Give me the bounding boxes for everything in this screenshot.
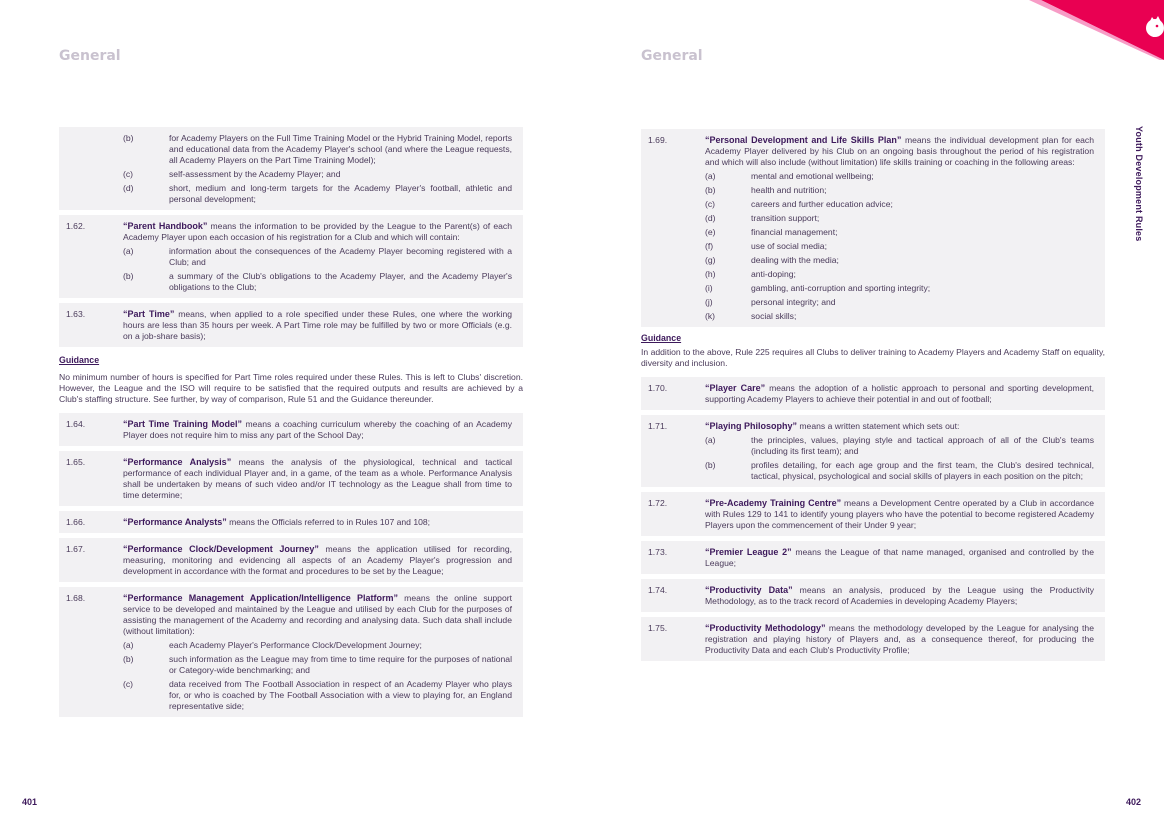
sub-letter: (b) [705,460,716,470]
sub-letter: (g) [705,255,716,265]
sub-text: short, medium and long-term targets for the Academy Player's football, athletic and personal development; [169,183,512,204]
sub-letter: (b) [705,185,716,195]
definition-1-73 [641,541,1105,574]
definition-number: 1.70. [648,383,668,393]
definition-text: means the information to be provided by the League to the Parent(s) of each Academy Player upon each occasion of his registration for a Club and which will contain: [123,221,512,242]
definition-1-66 [59,511,523,533]
sub-letter: (a) [705,171,716,181]
sub-text: transition support; [751,213,820,223]
definition-1-71 [641,415,1105,487]
definition-number: 1.63. [66,309,86,319]
sub-text: health and nutrition; [751,185,827,195]
right-column [641,129,1105,666]
sub-letter: (c) [123,169,134,179]
definition-text: means the Officials referred to in Rules 107 and 108; [226,517,431,527]
definition-number: 1.68. [66,593,86,603]
definition-term: “Performance Analysts” [123,517,227,527]
sub-letter: (a) [123,246,134,256]
definition-term: “Part Time Training Model” [123,419,243,429]
definition-term: “Personal Development and Life Skills Plan” [705,135,902,145]
definition-text: means an analysis, produced by the League using the Productivity Methodology, as to the track record of Academies in developing Academy Players; [705,585,1094,606]
sub-text: self-assessment by the Academy Player; and [169,169,341,179]
definition-text: means, when applied to a role specified under these Rules, one where the working hours are less than 35 hours per week. A Part Time role may be fulfilled by two or more Officials (e.g. on a job-share basis); [123,309,512,341]
definition-term: “Performance Management Application/Intelligence Platform” [123,593,399,603]
sub-item [705,269,1094,280]
sub-text: such information as the League may from time to time require for the purposes of national or Category-wide benchmarking; and [169,654,512,675]
definition-term: “Player Care” [705,383,766,393]
definition-term: “Performance Clock/Development Journey” [123,544,319,554]
definition-number: 1.64. [66,419,86,429]
sub-letter: (j) [705,297,713,307]
definition-1-67 [59,538,523,582]
definition-number: 1.72. [648,498,668,508]
sub-item [123,679,512,712]
definition-text: means the League of that name managed, organised and controlled by the League; [705,547,1094,568]
sub-letter: (b) [123,133,134,143]
sub-text: data received from The Football Association in respect of an Academy Player who plays for, or who is coached by The Football Association with a view to playing for, an England representative side; [169,679,512,711]
sub-item [705,185,1094,196]
sub-text: each Academy Player's Performance Clock/Development Journey; [169,640,422,650]
sub-text: dealing with the media; [751,255,839,265]
sub-letter: (e) [705,227,716,237]
side-section-title: Youth Development Rules [1134,126,1144,242]
sub-item [705,297,1094,308]
sub-text: the principles, values, playing style and tactical approach of all of the Club's teams (including its first team); and [751,435,1094,456]
sub-text: careers and further education advice; [751,199,893,209]
sub-item [123,654,512,676]
sub-text: social skills; [751,311,797,321]
sub-letter: (d) [705,213,716,223]
definition-term: “Parent Handbook” [123,221,208,231]
sub-item [123,133,512,166]
sub-item [705,255,1094,266]
definition-1-70 [641,377,1105,410]
definition-1-63 [59,303,523,347]
sub-text: gambling, anti-corruption and sporting integrity; [751,283,931,293]
sub-text: for Academy Players on the Full Time Training Model or the Hybrid Training Model, reports and educational data from the Academy Player's school (and where the League requests, all Academy Players on the Part Time Training Model); [169,133,512,165]
sub-text: personal integrity; and [751,297,836,307]
guidance-heading: Guidance [641,333,682,343]
right-page-header: General [641,48,703,64]
definition-1-64 [59,413,523,446]
sub-item [705,311,1094,322]
definition-number: 1.69. [648,135,668,145]
definition-term: “Part Time” [123,309,175,319]
sub-letter: (k) [705,311,716,321]
sub-item [705,171,1094,182]
sub-item [123,169,512,180]
definition-1-75 [641,617,1105,661]
sub-item [705,283,1094,294]
sub-item [123,640,512,651]
definition-text: means a Development Centre operated by a Club in accordance with Rules 129 to 141 to identify young players who have the potential to become registered Academy Players upon the commencement of their Under 9 year; [705,498,1094,530]
sub-text: information about the consequences of the Academy Player becoming registered with a Club; and [169,246,512,267]
definition-1-69 [641,129,1105,327]
left-page-number: 401 [22,797,38,807]
sub-text: mental and emotional wellbeing; [751,171,874,181]
definition-term: “Productivity Data” [705,585,793,595]
definition-term: “Productivity Methodology” [705,623,826,633]
sub-item [123,271,512,293]
definition-text: means the adoption of a holistic approach to personal and sporting development, supporting Academy Players to achieve their potential in and out of football; [705,383,1094,404]
sub-letter: (c) [705,199,716,209]
definition-term: “Pre-Academy Training Centre” [705,498,842,508]
definition-number: 1.62. [66,221,86,231]
sub-item [705,213,1094,224]
definition-1-62 [59,215,523,298]
definition-1-65 [59,451,523,506]
definition-number: 1.73. [648,547,668,557]
sub-item [123,246,512,268]
definition-number: 1.71. [648,421,668,431]
definition-number: 1.74. [648,585,668,595]
sub-text: a summary of the Club's obligations to the Academy Player, and the Academy Player's obligations to the Club; [169,271,512,292]
sub-letter: (c) [123,679,134,689]
guidance-text: In addition to the above, Rule 225 requires all Clubs to deliver training to Academy Players and Academy Staff on equality, diversity and inclusion. [641,347,1105,368]
left-column [59,127,523,722]
sub-item [705,227,1094,238]
definition-number: 1.66. [66,517,86,527]
definition-1-68 [59,587,523,717]
sub-text: anti-doping; [751,269,796,279]
definition-1-72 [641,492,1105,536]
definition-text: means the application utilised for recording, measuring, monitoring and evidencing all aspects of an Academy Player's progression and development in accordance with the format and procedures to be set by the League; [123,544,513,576]
sub-text: financial management; [751,227,838,237]
sub-letter: (i) [705,283,713,293]
corner-ribbon [1019,0,1164,60]
sub-letter: (h) [705,269,716,279]
definition-text: means the analysis of the physiological, technical and tactical performance of each individual Player and, in a game, of the team as a whole. Performance Analysis shall be undertaken by means of such video and/or IT technology as the League shall from time to time determine; [123,457,513,500]
definition-text: means a coaching curriculum whereby the coaching of an Academy Player does not require him to miss any part of the School Day; [123,419,512,440]
guidance-heading: Guidance [59,355,100,365]
definition-text: means the individual development plan for each Academy Player delivered by his Club on an ongoing basis throughout the period of his registration and which will also include (without limitation) life skills training or coaching in the following areas: [705,135,1094,167]
definition-term: “Premier League 2” [705,547,792,557]
sub-letter: (a) [123,640,134,650]
definition-1-74 [641,579,1105,612]
left-page-header: General [59,48,121,64]
guidance-text: No minimum number of hours is specified for Part Time roles required under these Rules. This is left to Clubs' discretion. However, the League and the ISO will require to be satisfied that the required outputs and results are achieved by a Club's staffing structure. See further, by way of comparison, Rule 51 and the Guidance thereunder. [59,372,523,404]
sub-letter: (f) [705,241,714,251]
sub-item [705,199,1094,210]
definition-number: 1.75. [648,623,668,633]
definition-number: 1.67. [66,544,86,554]
definition-term: “Playing Philosophy” [705,421,798,431]
definition-text: means the methodology developed by the League for analysing the registration and playing history of Players and, as a consequence thereof, for producing the Productivity Data and each Club's Productivity Profile; [705,623,1094,655]
sub-text: use of social media; [751,241,827,251]
right-page-number: 402 [1126,797,1142,807]
sub-letter: (a) [705,435,716,445]
definition-term: “Performance Analysis” [123,457,232,467]
sub-item [705,460,1094,482]
sub-item [123,183,512,205]
sub-item [705,241,1094,252]
sub-text: profiles detailing, for each age group and the first team, the Club's desired technical, tactical, physical, psychological and social skills of players in each position on the pitch; [751,460,1094,481]
sub-letter: (b) [123,271,134,281]
sub-letter: (b) [123,654,134,664]
definition-text: means the online support service to be developed and maintained by the League and utilised by each Club for the purposes of assisting the management of the Academy and recording and analysing data. Such data shall include (without limitation): [123,593,512,636]
definition-number: 1.65. [66,457,86,467]
sub-item [705,435,1094,457]
definition-text: means a written statement which sets out: [797,421,960,431]
sub-letter: (d) [123,183,134,193]
definition-1-61-continued [59,127,523,210]
